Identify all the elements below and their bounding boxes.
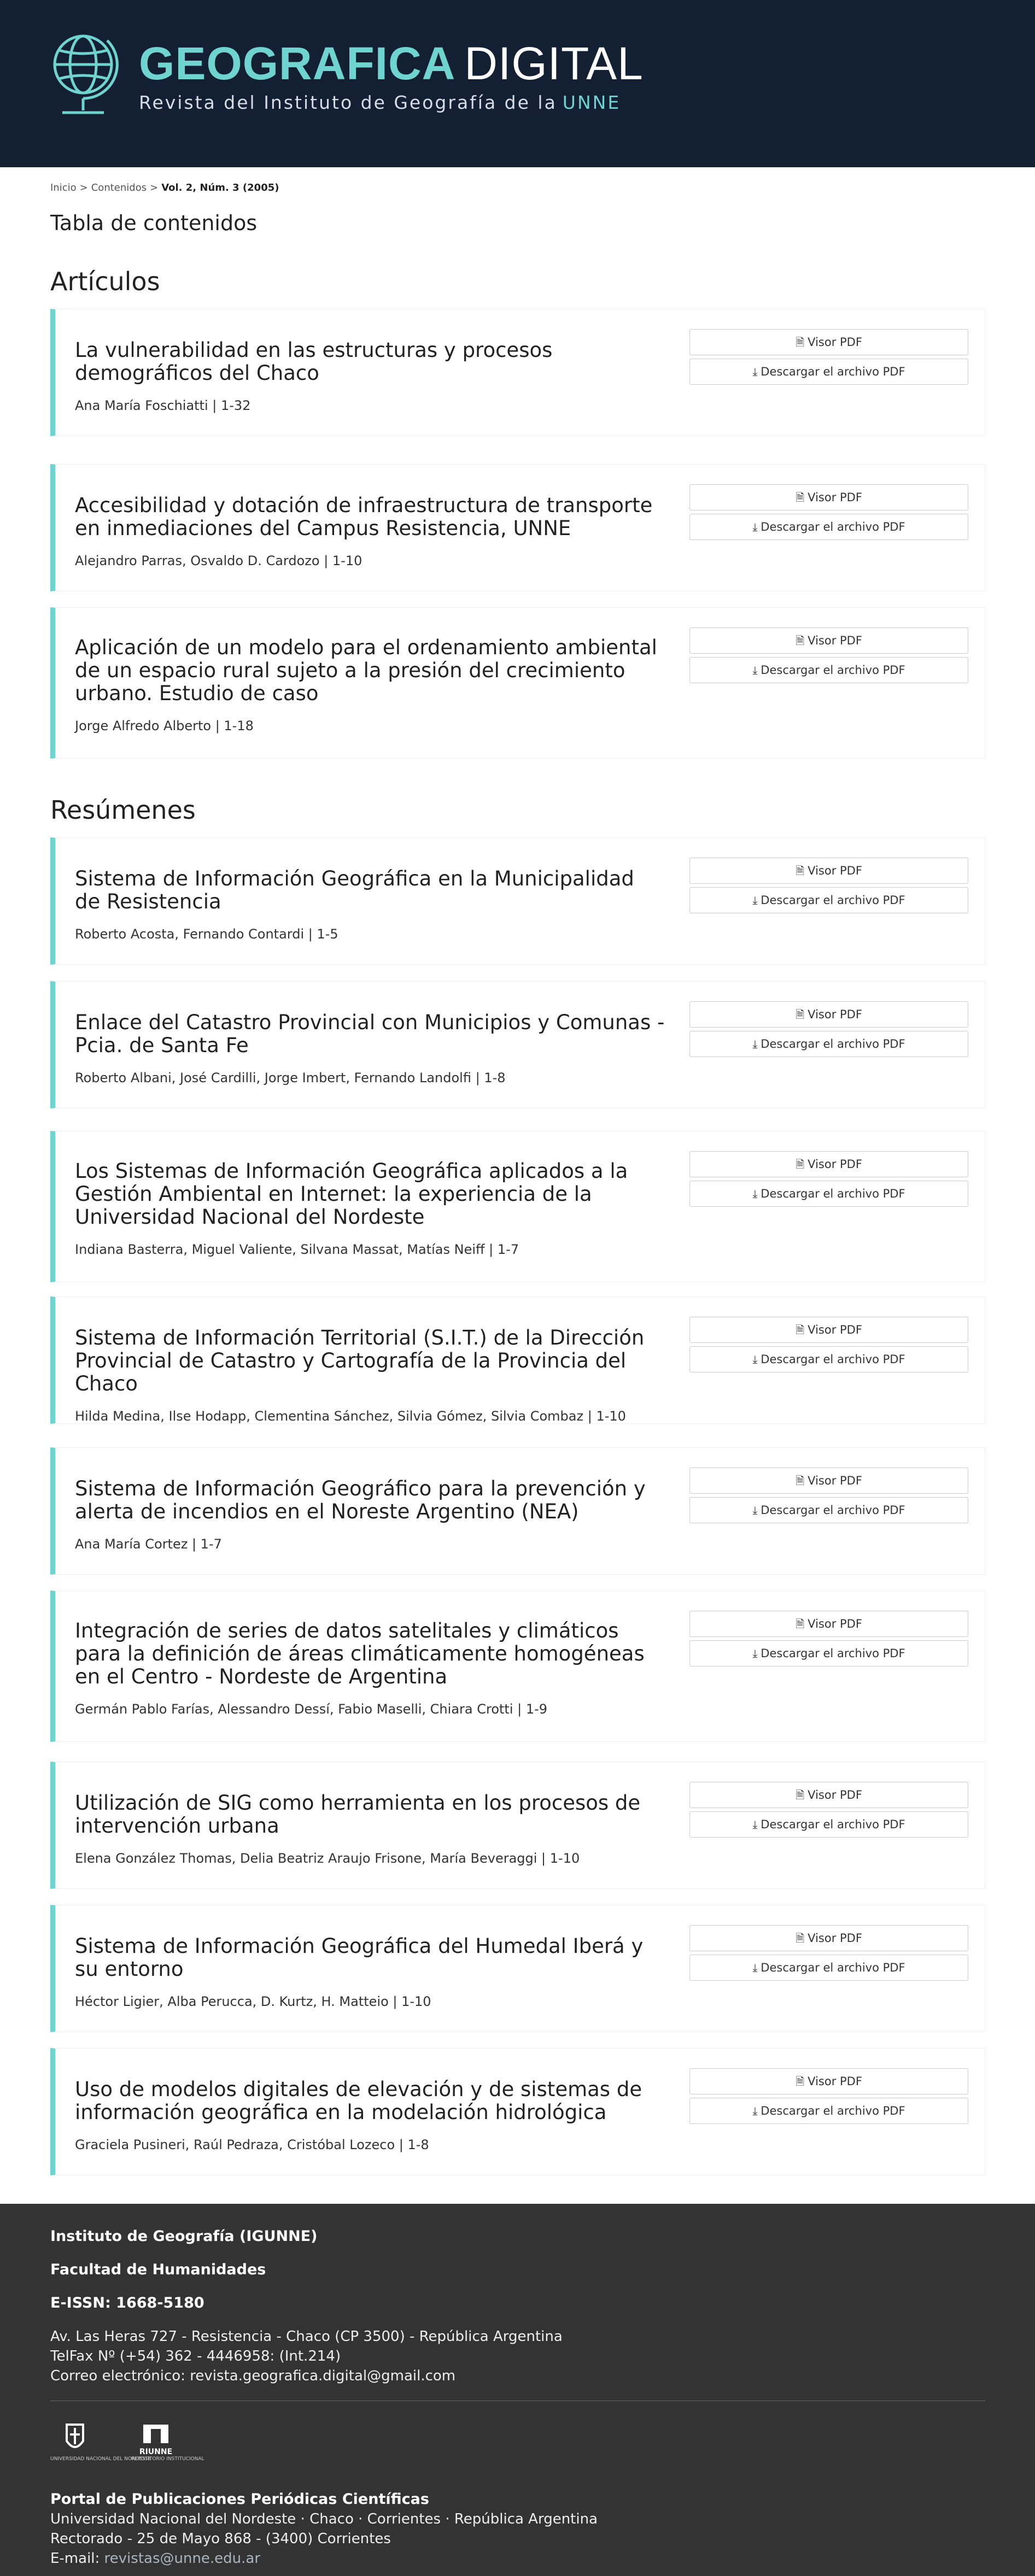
breadcrumb-separator: > xyxy=(79,182,88,193)
download-pdf-label: Descargar el archivo PDF xyxy=(761,365,905,378)
article-authors: Ana María Cortez | 1-7 xyxy=(75,1536,222,1552)
download-pdf-label: Descargar el archivo PDF xyxy=(761,2104,905,2117)
file-icon: 🗎 xyxy=(796,1788,805,1802)
article-card xyxy=(50,2048,985,2175)
brand[interactable] xyxy=(50,31,644,120)
footer-address: Av. Las Heras 727 - Resistencia - Chaco (CP 3500) - República Argentina xyxy=(50,2328,563,2345)
article-card xyxy=(50,1905,985,2032)
breadcrumb-contents-link[interactable]: Contenidos xyxy=(91,182,147,193)
view-pdf-button[interactable] xyxy=(689,1782,968,1808)
view-pdf-button[interactable] xyxy=(689,1468,968,1494)
article-galleys xyxy=(689,627,968,686)
article-galleys xyxy=(689,1782,968,1841)
article-title-link[interactable]: La vulnerabilidad en las estructuras y procesos demográficos del Chaco xyxy=(75,338,553,385)
article-info xyxy=(75,636,665,734)
file-icon: 🗎 xyxy=(796,1474,805,1487)
article-card xyxy=(50,309,985,436)
download-pdf-button[interactable] xyxy=(689,1181,968,1207)
article-title-link[interactable]: Sistema de Información Territorial (S.I.T.) de la Dirección Provincial de Catastro y Cartografía de la Provincia del Chaco xyxy=(75,1326,645,1395)
article-info xyxy=(75,1477,665,1552)
download-icon: ⤓ xyxy=(752,664,758,677)
breadcrumb-current: Vol. 2, Núm. 3 (2005) xyxy=(161,182,279,193)
download-pdf-label: Descargar el archivo PDF xyxy=(761,1818,905,1831)
view-pdf-label: Visor PDF xyxy=(808,1008,862,1021)
footer-email-label: E-mail: xyxy=(50,2550,100,2567)
view-pdf-button[interactable] xyxy=(689,1925,968,1951)
view-pdf-button[interactable] xyxy=(689,627,968,654)
file-icon: 🗎 xyxy=(796,2075,805,2088)
riunne-logo[interactable] xyxy=(131,2422,204,2466)
article-authors: Graciela Pusineri, Raúl Pedraza, Cristóbal Lozeco | 1-8 xyxy=(75,2137,429,2152)
article-galleys xyxy=(689,1317,968,1376)
download-pdf-label: Descargar el archivo PDF xyxy=(761,1353,905,1366)
footer-portal-title: Portal de Publicaciones Periódicas Científicas xyxy=(50,2491,429,2508)
download-icon: ⤓ xyxy=(752,2104,758,2117)
article-title-link[interactable]: Utilización de SIG como herramienta en los procesos de intervención urbana xyxy=(75,1791,641,1838)
file-icon: 🗎 xyxy=(796,1617,805,1630)
footer-rectorado: Rectorado - 25 de Mayo 868 - (3400) Corrientes xyxy=(50,2531,391,2547)
article-title-link[interactable]: Enlace del Catastro Provincial con Municipios y Comunas - Pcia. de Santa Fe xyxy=(75,1011,665,1057)
view-pdf-label: Visor PDF xyxy=(808,1474,862,1487)
footer-institute: Instituto de Geografía (IGUNNE) xyxy=(50,2228,318,2245)
download-pdf-label: Descargar el archivo PDF xyxy=(761,1187,905,1200)
footer-issn: E-ISSN: 1668-5180 xyxy=(50,2295,204,2311)
article-info xyxy=(75,1011,665,1085)
footer-telfax: TelFax Nº (+54) 362 - 4446958: (Int.214) xyxy=(50,2348,341,2364)
footer-email-link[interactable]: revistas@unne.edu.ar xyxy=(104,2550,261,2567)
site-subtitle-text: Revista del Instituto de Geografía de la xyxy=(139,92,557,113)
article-info xyxy=(75,1619,665,1717)
file-icon: 🗎 xyxy=(796,1932,805,1945)
article-info xyxy=(75,867,665,942)
article-card xyxy=(50,464,985,591)
view-pdf-button[interactable] xyxy=(689,329,968,355)
article-title-link[interactable]: Los Sistemas de Información Geográfica aplicados a la Gestión Ambiental en Internet: la experiencia de la Universidad Nacional del Nordeste xyxy=(75,1159,628,1229)
article-title-link[interactable]: Integración de series de datos satelitales y climáticos para la definición de áreas climáticamente homogéneas en el Centro - Nordeste de Argentina xyxy=(75,1619,645,1688)
download-pdf-label: Descargar el archivo PDF xyxy=(761,1961,905,1974)
article-card xyxy=(50,1296,985,1424)
view-pdf-label: Visor PDF xyxy=(808,1788,862,1802)
download-pdf-button[interactable] xyxy=(689,359,968,385)
breadcrumb-separator: > xyxy=(150,182,159,193)
article-info xyxy=(75,2078,665,2152)
download-icon: ⤓ xyxy=(752,894,758,907)
article-title-link[interactable]: Accesibilidad y dotación de infraestructura de transporte en inmediaciones del Campus Resistencia, UNNE xyxy=(75,494,653,540)
file-icon: 🗎 xyxy=(796,864,805,877)
view-pdf-button[interactable] xyxy=(689,1001,968,1028)
article-info xyxy=(75,1792,665,1866)
view-pdf-button[interactable] xyxy=(689,858,968,884)
view-pdf-button[interactable] xyxy=(689,2068,968,2094)
article-galleys xyxy=(689,484,968,543)
file-icon: 🗎 xyxy=(796,634,805,647)
riunne-logo-caption: REPOSITORIO INSTITUCIONAL xyxy=(131,2456,204,2462)
article-card xyxy=(50,981,985,1108)
download-pdf-button[interactable] xyxy=(689,1955,968,1981)
download-pdf-button[interactable] xyxy=(689,2098,968,2124)
article-card xyxy=(50,1762,985,1889)
footer-email: Correo electrónico: revista.geografica.digital@gmail.com xyxy=(50,2368,456,2384)
download-icon: ⤓ xyxy=(752,365,758,378)
download-pdf-label: Descargar el archivo PDF xyxy=(761,1504,905,1517)
view-pdf-label: Visor PDF xyxy=(808,1932,862,1945)
article-galleys xyxy=(689,1611,968,1670)
riunne-logo-label: RIUNNE xyxy=(139,2448,173,2456)
article-title-link[interactable]: Sistema de Información Geográfica en la Municipalidad de Resistencia xyxy=(75,867,634,913)
site-footer xyxy=(0,2204,1035,2576)
download-pdf-label: Descargar el archivo PDF xyxy=(761,520,905,533)
breadcrumb xyxy=(50,178,985,198)
download-icon: ⤓ xyxy=(752,520,758,533)
section-title: Artículos xyxy=(50,267,160,296)
article-authors: Roberto Albani, José Cardilli, Jorge Imbert, Fernando Landolfi | 1-8 xyxy=(75,1070,506,1085)
file-icon: 🗎 xyxy=(796,1323,805,1336)
download-icon: ⤓ xyxy=(752,1961,758,1974)
unne-logo[interactable] xyxy=(50,2422,151,2466)
article-authors: Jorge Alfredo Alberto | 1-18 xyxy=(75,718,254,734)
download-icon: ⤓ xyxy=(752,1504,758,1517)
view-pdf-button[interactable] xyxy=(689,1151,968,1177)
view-pdf-button[interactable] xyxy=(689,484,968,510)
download-icon: ⤓ xyxy=(752,1037,758,1051)
site-title-bold: GEOGRAFICA xyxy=(139,38,456,89)
article-galleys xyxy=(689,1151,968,1210)
article-galleys xyxy=(689,329,968,388)
main-content xyxy=(0,178,1035,2152)
file-icon: 🗎 xyxy=(796,1158,805,1171)
unne-logo-caption: UNIVERSIDAD NACIONAL DEL NORDESTE xyxy=(50,2456,151,2462)
download-pdf-button[interactable] xyxy=(689,1497,968,1523)
view-pdf-label: Visor PDF xyxy=(808,634,862,647)
page-title: Tabla de contenidos xyxy=(50,211,258,235)
article-authors: Elena González Thomas, Delia Beatriz Araujo Frisone, María Beveraggi | 1-10 xyxy=(75,1851,580,1866)
article-authors: Roberto Acosta, Fernando Contardi | 1-5 xyxy=(75,926,338,942)
article-card xyxy=(50,1447,985,1575)
download-icon: ⤓ xyxy=(752,1353,758,1366)
article-authors: Indiana Basterra, Miguel Valiente, Silvana Massat, Matías Neiff | 1-7 xyxy=(75,1242,519,1257)
file-icon: 🗎 xyxy=(796,336,805,349)
article-title-link[interactable]: Sistema de Información Geográfica del Humedal Iberá y su entorno xyxy=(75,1934,644,1981)
article-authors: Germán Pablo Farías, Alessandro Dessí, Fabio Maselli, Chiara Crotti | 1-9 xyxy=(75,1701,548,1717)
riunne-logo-icon xyxy=(131,2422,180,2445)
article-info xyxy=(75,339,665,413)
article-info xyxy=(75,1935,665,2009)
site-title xyxy=(139,37,644,90)
article-galleys xyxy=(689,1925,968,1984)
article-galleys xyxy=(689,1468,968,1527)
view-pdf-label: Visor PDF xyxy=(808,1323,862,1336)
download-pdf-button[interactable] xyxy=(689,657,968,683)
view-pdf-label: Visor PDF xyxy=(808,336,862,349)
view-pdf-label: Visor PDF xyxy=(808,2075,862,2088)
download-pdf-button[interactable] xyxy=(689,514,968,540)
view-pdf-label: Visor PDF xyxy=(808,1158,862,1171)
article-card xyxy=(50,1131,985,1282)
download-pdf-label: Descargar el archivo PDF xyxy=(761,664,905,677)
article-info xyxy=(75,1160,665,1257)
article-info xyxy=(75,494,665,568)
article-authors: Héctor Ligier, Alba Perucca, D. Kurtz, H. Matteio | 1-10 xyxy=(75,1994,431,2009)
article-galleys xyxy=(689,1001,968,1060)
globe-icon xyxy=(50,31,119,120)
article-authors: Hilda Medina, Ilse Hodapp, Clementina Sánchez, Silvia Gómez, Silvia Combaz | 1-10 xyxy=(75,1409,626,1424)
article-card xyxy=(50,607,985,759)
download-pdf-label: Descargar el archivo PDF xyxy=(761,1647,905,1660)
download-pdf-button[interactable] xyxy=(689,1811,968,1838)
download-pdf-label: Descargar el archivo PDF xyxy=(761,894,905,907)
section-title: Resúmenes xyxy=(50,795,196,825)
file-icon: 🗎 xyxy=(796,491,805,504)
download-icon: ⤓ xyxy=(752,1818,758,1831)
article-galleys xyxy=(689,2068,968,2127)
file-icon: 🗎 xyxy=(796,1008,805,1021)
download-icon: ⤓ xyxy=(752,1647,758,1660)
view-pdf-button[interactable] xyxy=(689,1611,968,1637)
view-pdf-label: Visor PDF xyxy=(808,1617,862,1630)
download-pdf-button[interactable] xyxy=(689,1031,968,1057)
footer-university: Universidad Nacional del Nordeste · Chaco · Corrientes · República Argentina xyxy=(50,2511,598,2527)
download-pdf-button[interactable] xyxy=(689,1346,968,1372)
article-title-link[interactable]: Aplicación de un modelo para el ordenamiento ambiental de un espacio rural sujeto a la presión del crecimiento urbano. Estudio de caso xyxy=(75,636,657,705)
download-pdf-button[interactable] xyxy=(689,887,968,913)
article-info xyxy=(75,1327,665,1424)
download-icon: ⤓ xyxy=(752,1187,758,1200)
footer-email-line xyxy=(50,2550,260,2567)
view-pdf-button[interactable] xyxy=(689,1317,968,1343)
download-pdf-button[interactable] xyxy=(689,1640,968,1667)
article-authors: Alejandro Parras, Osvaldo D. Cardozo | 1-10 xyxy=(75,553,362,568)
article-galleys xyxy=(689,858,968,917)
article-card xyxy=(50,837,985,965)
article-title-link[interactable]: Sistema de Información Geográfico para la prevención y alerta de incendios en el Noreste Argentino (NEA) xyxy=(75,1477,646,1523)
site-title-light: DIGITAL xyxy=(464,38,644,89)
breadcrumb-home-link[interactable]: Inicio xyxy=(50,182,77,193)
site-subtitle-highlight: UNNE xyxy=(562,92,621,113)
article-card xyxy=(50,1591,985,1742)
view-pdf-label: Visor PDF xyxy=(808,491,862,504)
view-pdf-label: Visor PDF xyxy=(808,864,862,877)
footer-faculty: Facultad de Humanidades xyxy=(50,2261,266,2278)
site-header xyxy=(0,0,1035,167)
article-title-link[interactable]: Uso de modelos digitales de elevación y de sistemas de información geográfica en la modelación hidrológica xyxy=(75,2078,642,2124)
download-pdf-label: Descargar el archivo PDF xyxy=(761,1037,905,1051)
article-authors: Ana María Foschiatti | 1-32 xyxy=(75,398,251,413)
unne-logo-icon xyxy=(50,2422,100,2454)
site-subtitle xyxy=(139,92,644,113)
